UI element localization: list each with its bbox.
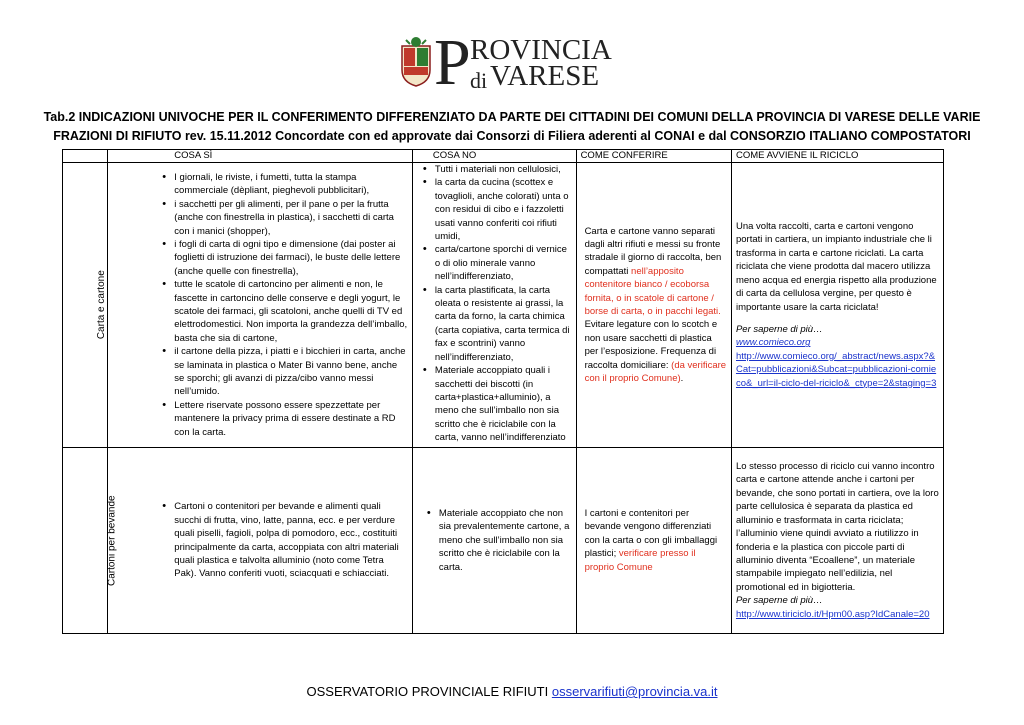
list-item: • Tutti i materiali non cellulosici,: [435, 163, 572, 176]
list-item: • Materiale accoppiato che non sia prevalentemente cartone, a meno che sull’imballo non sia scritto che è riciclabile con la carta.: [439, 507, 572, 574]
list-item: • tutte le scatole di cartoncino per alimenti e non, le fascette in cartoncino delle conserve e degli yogurt, le scatole dei farmaci, gli scatoloni, anche quelli di TV ed elettrodomestici. Non importa la grandezza dell’imballo, basta che sia di cartone,: [174, 278, 408, 345]
riciclo-more: Per saperne di più…: [735, 323, 823, 335]
document-title: [40, 108, 984, 146]
list-item: • Materiale accoppiato quali i sacchetti dei biscotti (in carta+plastica+alluminio), a meno che sull’imballo non sia scritto che è riciclabile con la carta, vanno nell’indifferenziato: [435, 364, 572, 444]
row-label-carta: [63, 163, 108, 448]
logo-varese: VARESE: [490, 60, 600, 92]
provincia-logo: [398, 26, 612, 99]
cell-carta-riciclo: [731, 163, 943, 448]
table-row-cartoni: [63, 448, 944, 634]
list-item: • i sacchetti per gli alimenti, per il pane o per la frutta (anche con finestrella in plastica), i sacchetti di carta con i manici (shopper),: [174, 198, 408, 238]
conferire-red-text: (da verificare con il proprio Comune): [584, 359, 727, 385]
conferire-red-text: nell’apposito contenitore bianco / ecoborsa fornita, o in scatole di cartone / borse di carta, o in pacchi legati.: [584, 265, 721, 317]
footer-label: OSSERVATORIO PROVINCIALE RIFIUTI: [306, 684, 552, 699]
list-item: • Lettere riservate possono essere spezzettate per mantenere la privacy prima di essere destinate a RD con la carta.: [174, 399, 408, 439]
cell-cartoni-riciclo: [731, 448, 943, 634]
title-line-2: FRAZIONI DI RIFIUTO rev. 15.11.2012 Concordate con ed approvate dai Consorzi di Filiera aderenti al CONAI e dal CONSORZIO ITALIANO COMPOSTATORI: [53, 129, 971, 143]
comieco-link[interactable]: www.comieco.org: [735, 337, 811, 349]
conferire-red-text: verificare presso il proprio Comune: [584, 548, 696, 573]
header-empty: [63, 150, 108, 163]
waste-table: [62, 149, 944, 634]
list-item: • carta/cartone sporchi di vernice o di olio minerale vanno nell’indifferenziato,: [435, 243, 572, 283]
header-cosa-si: COSA SÌ: [108, 150, 413, 163]
cell-cartoni-si: [108, 448, 413, 634]
list-item: • I giornali, le riviste, i fumetti, tutta la stampa commerciale (dèpliant, pieghevoli pubblicitari),: [174, 171, 408, 198]
cell-cartoni-conferire: [576, 448, 731, 634]
cell-carta-no: [412, 163, 576, 448]
logo-di: di: [470, 68, 488, 93]
list-item: • la carta plastificata, la carta oleata o resistente ai grassi, la carta da forno, la carta chimica (carta copiativa, carta termica di fax e scontrini) vanno nell’indifferenziato,: [435, 284, 572, 364]
conferire-text: I cartoni e contenitori per bevande vengono differenziati con la carta o con gli imballaggi plastici;: [584, 507, 718, 560]
row-label-text: Carta e cartone: [95, 270, 107, 340]
cell-cartoni-no: [412, 448, 576, 634]
conferire-text: Carta e cartone vanno separati dagli altri rifiuti e messi su fronte stradale il giorno di raccolta, ben compattati: [584, 225, 722, 277]
title-line-1: Tab.2 INDICAZIONI UNIVOCHE PER IL CONFERIMENTO DIFFERENZIATO DA PARTE DEI CITTADINI DEI COMUNI DELLA PROVINCIA DI VARESE DELLE VARIE: [43, 110, 981, 124]
list-item: • i fogli di carta di ogni tipo e dimensione (dai poster ai foglietti di istruzione dei farmaci), le buste delle lettere (anche quelle con finestrella),: [174, 238, 408, 278]
list-item: • il cartone della pizza, i piatti e i bicchieri in carta, anche se laminata in plastica o Mater Bi vanno bene, anche se sporchi; gli avanzi di pizza/cibo vanno messi nell’umido.: [174, 345, 408, 399]
riciclo-text: Lo stesso processo di riciclo cui vanno incontro carta e cartone attende anche i cartoni per bevande, che sono portati in cartiera, ove la loro parte cellulosica è separata da plastica ed alluminio e trasformata in carta riciclata; l’alluminio viene quindi avviato a riutilizzo in fonderia e la plastica con piccole parti di alluminio diventa “Ecoallene”, un materiale stampabile impiegato nell’edilizia, nel promotional ed in bigiotteria.: [735, 461, 939, 593]
table-header-row: [63, 150, 944, 163]
crest-icon: [398, 36, 434, 88]
header-come-riciclo: COME AVVIENE IL RICICLO: [731, 150, 943, 163]
logo-p: P: [434, 26, 471, 99]
footer-email-link[interactable]: osservarifiuti@provincia.va.it: [551, 684, 718, 699]
cell-carta-conferire: [576, 163, 731, 448]
table-row-carta: [63, 163, 944, 448]
riciclo-more: Per saperne di più…: [735, 595, 823, 607]
row-label-text: Cartoni per bevande: [106, 495, 118, 586]
logo-rovincia: ROVINCIA: [470, 34, 612, 66]
header-come-conferire: COME CONFERIRE: [576, 150, 731, 163]
riciclo-text: Una volta raccolti, carta e cartoni vengono portati in cartiera, un impianto industriale che li trasforma in carta e cartone riciclati. La carta riciclata che viene prodotta dal macero utilizza meno acqua ed energia rispetto alla produzione di carta da cellulosa vergine, per questo è importante usare la carta riciclata!: [735, 221, 937, 313]
row-label-cartoni: [63, 448, 118, 634]
list-item: • Cartoni o contenitori per bevande e alimenti quali succhi di frutta, vino, latte, panna, ecc. e per verdure quali piselli, fagioli, polpa di pomodoro, ecc., costituiti principalmente da carta, accoppiata con altri materiali quali plastica e talvolta alluminio (noto come Tetra Pak). Vanno conferiti vuoti, sciacquati e schiacciati.: [174, 500, 408, 580]
conferire-text: Evitare legature con lo scotch e non usare sacchetti di plastica per l’esposizione. Frequenza di raccolta domiciliare:: [584, 319, 718, 371]
footer: [0, 684, 1024, 699]
cell-carta-si: [108, 163, 413, 448]
header-cosa-no: COSA NO: [412, 150, 576, 163]
list-item: • la carta da cucina (scottex e tovaglioli, anche colorati) unta o con residui di cibo e i fazzoletti usati vanno conferiti coi rifiuti umidi,: [435, 176, 572, 243]
conferire-text: .: [680, 373, 684, 385]
tiriciclo-link[interactable]: http://www.tiriciclo.it/Hpm00.asp?IdCanale=20: [735, 608, 930, 620]
comieco-news-link[interactable]: http://www.comieco.org/_abstract/news.aspx?&Cat=pubblicazioni&Subcat=pubblicazioni-comieco&_url=il-ciclo-del-riciclo&_ctype=2&staging=3: [735, 350, 937, 389]
